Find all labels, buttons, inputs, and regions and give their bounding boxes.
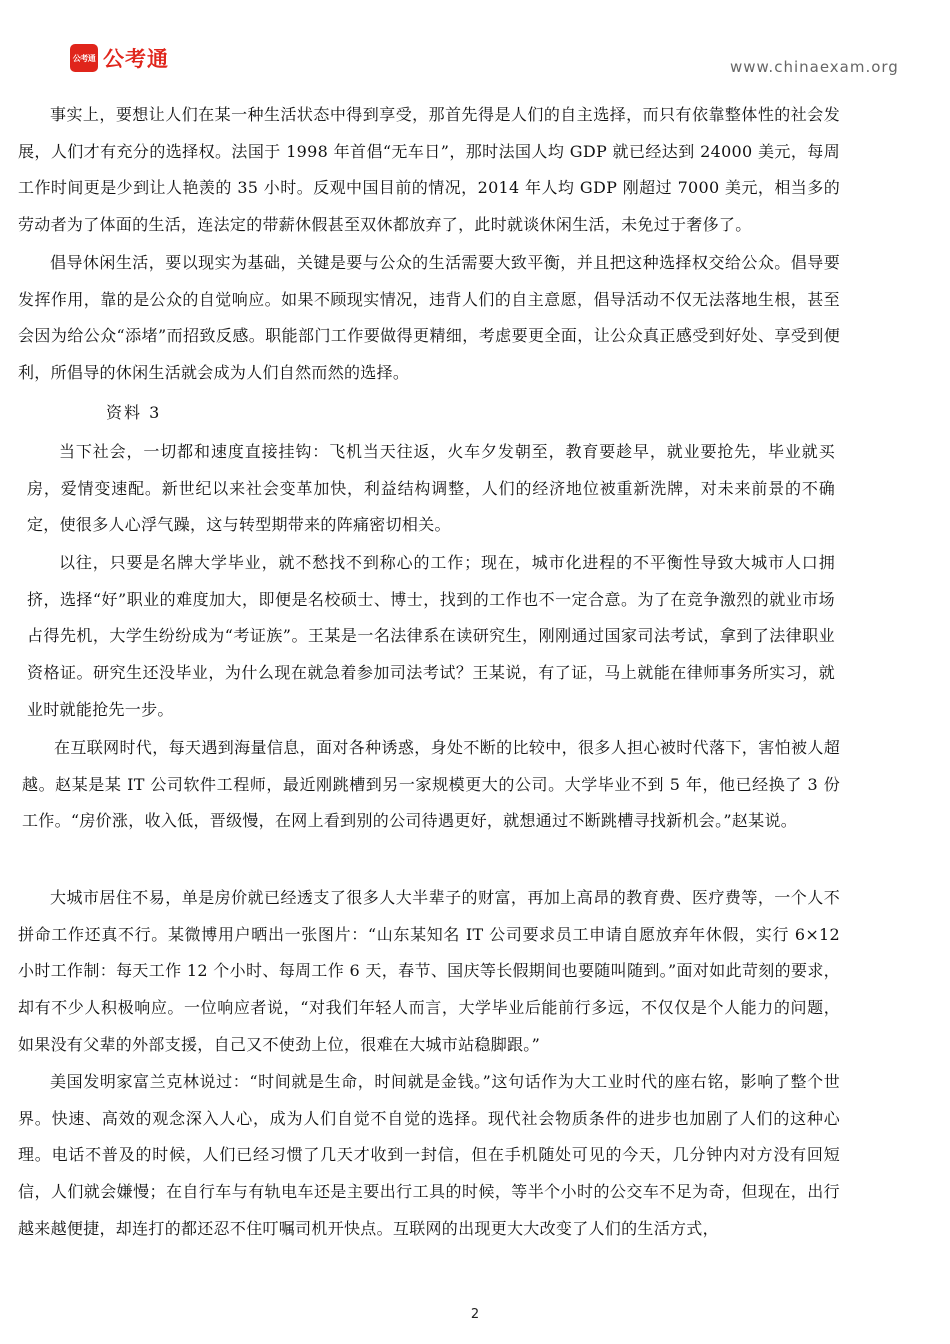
paragraph-4: 以往，只要是名牌大学毕业，就不愁找不到称心的工作；现在，城市化进程的不平衡性导致大城市人口拥挤，选择“好”职业的难度加大，即便是名校硕士、博士，找到的工作也不一定合意。为了在竞争激烈的就业市场占得先机，大学生纷纷成为“考证族”。王某是一名法律系在读研究生，刚刚通过国家司法考试，拿到了法律职业资格证。研究生还没毕业，为什么现在就急着参加司法考试？王某说，有了证，马上就能在律师事务所实习，就业时就能抢先一步。 bbox=[27, 553, 835, 719]
site-url: www.chinaexam.org bbox=[730, 58, 899, 76]
brand-logo bbox=[70, 44, 169, 72]
section-heading: 资料 3 bbox=[106, 403, 162, 422]
paragraph-1: 事实上，要想让人们在某一种生活状态中得到享受，那首先得是人们的自主选择，而只有依靠整体性的社会发展，人们才有充分的选择权。法国于 1998 年首倡“无车日”，那时法国人均 GDP 就已经达到 24000 美元，每周工作时间更是少到让人艳羡的 35 小时。反观中国目前的情况，2014 年人均 GDP 刚超过 7000 美元，相当多的劳动者为了体面的生活，连法定的带薪休假甚至双休都放弃了，此时就谈休闲生活，未免过于奢侈了。 bbox=[18, 105, 840, 235]
paragraph-3: 当下社会，一切都和速度直接挂钩：飞机当天往返，火车夕发朝至，教育要趁早，就业要抢先，毕业就买房，爱情变速配。新世纪以来社会变革加快，利益结构调整，人们的经济地位被重新洗牌，对未来前景的不确定，使很多人心浮气躁，这与转型期带来的阵痛密切相关。 bbox=[27, 442, 835, 535]
paragraph-7: 美国发明家富兰克林说过：“时间就是生命，时间就是金钱。”这句话作为大工业时代的座右铭，影响了整个世界。快速、高效的观念深入人心，成为人们自觉不自觉的选择。现代社会物质条件的进步也加剧了人们的这种心理。电话不普及的时候，人们已经习惯了几天才收到一封信，但在手机随处可见的今天，几分钟内对方没有回短信，人们就会嫌慢；在自行车与有轨电车还是主要出行工具的时候，等半个小时的公交车不足为奇，但现在，出行越来越便捷，却连打的都还忍不住叮嘱司机开快点。互联网的出现更大大改变了人们的生活方式， bbox=[18, 1072, 840, 1238]
logo-text: 公考通 bbox=[103, 47, 169, 71]
logo-badge-icon: 公考通 bbox=[70, 44, 98, 72]
page-number: 2 bbox=[470, 1307, 480, 1322]
paragraph-6: 大城市居住不易，单是房价就已经透支了很多人大半辈子的财富，再加上高昂的教育费、医疗费等，一个人不拼命工作还真不行。某微博用户晒出一张图片：“山东某知名 IT 公司要求员工申请自愿放弃年休假，实行 6×12 小时工作制：每天工作 12 个小时、每周工作 6 天，春节、国庆等长假期间也要随叫随到。”面对如此苛刻的要求，却有不少人积极响应。一位响应者说，“对我们年轻人而言，大学毕业后能前行多远，不仅仅是个人能力的问题，如果没有父辈的外部支援，自己又不使劲上位，很难在大城市站稳脚跟。” bbox=[18, 888, 840, 1054]
paragraph-5: 在互联网时代，每天遇到海量信息，面对各种诱惑，身处不断的比较中，很多人担心被时代落下，害怕被人超越。赵某是某 IT 公司软件工程师，最近刚跳槽到另一家规模更大的公司。大学毕业不到 5 年，他已经换了 3 份工作。“房价涨，收入低，晋级慢，在网上看到别的公司待遇更好，就想通过不断跳槽寻找新机会。”赵某说。 bbox=[22, 738, 840, 831]
paragraph-2: 倡导休闲生活，要以现实为基础，关键是要与公众的生活需要大致平衡，并且把这种选择权交给公众。倡导要发挥作用，靠的是公众的自觉响应。如果不顾现实情况，违背人们的自主意愿，倡导活动不仅无法落地生根，甚至会因为给公众“添堵”而招致反感。职能部门工作要做得更精细，考虑要更全面，让公众真正感受到好处、享受到便利，所倡导的休闲生活就会成为人们自然而然的选择。 bbox=[18, 253, 840, 383]
